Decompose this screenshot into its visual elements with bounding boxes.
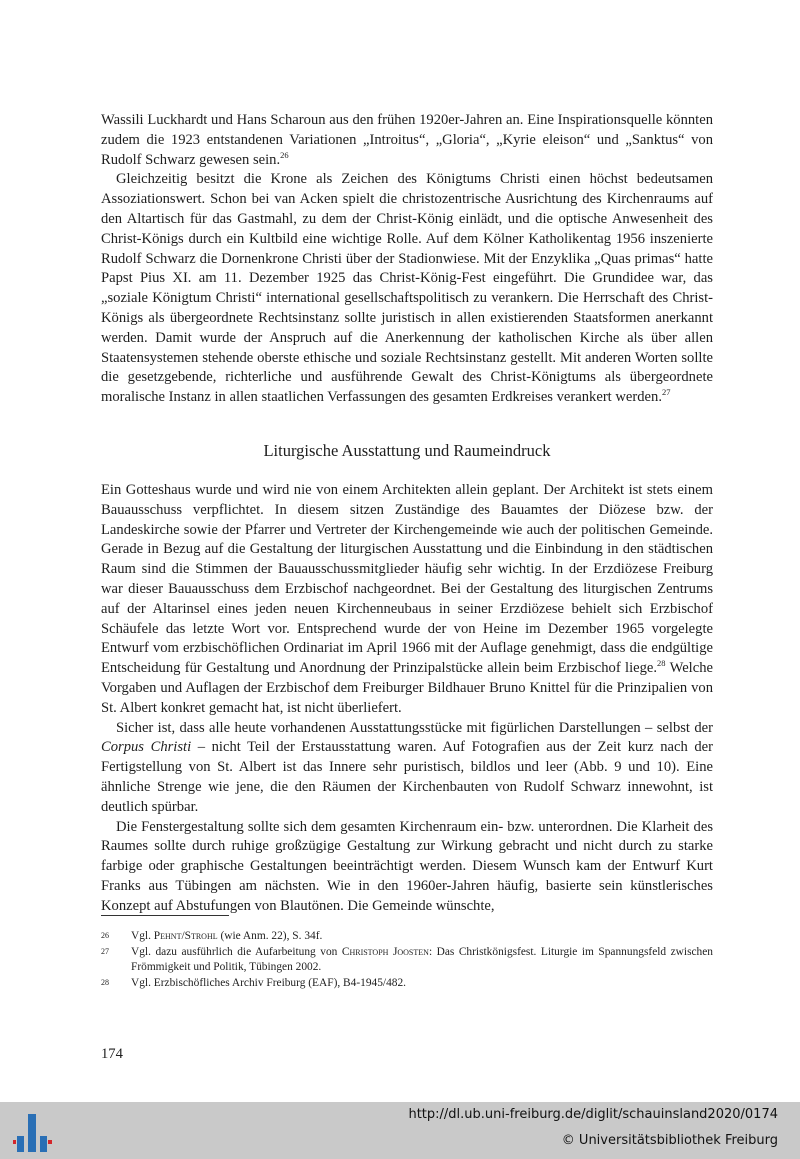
footnote-ref[interactable]: 28: [657, 658, 666, 669]
footnote-number: 26: [101, 931, 109, 940]
page-number: 174: [101, 1046, 123, 1062]
footnote-ref[interactable]: 27: [661, 387, 671, 398]
footnote-number: 28: [101, 977, 109, 987]
library-logo-icon: [13, 1112, 53, 1154]
footnotes: [101, 929, 713, 991]
footnote-number: 27: [101, 946, 109, 956]
body-text-bottom: [101, 481, 713, 917]
paragraph: Gleichzeitig besitzt die Krone als Zeichen des Königtums Christi einen höchst bedeutsamen Assoziationswert. Schon bei van Acken spielt die christozentrische Ausrichtung des Kirchenraums auf den Altartisch für das Gastmahl, zu dem der Christ-König einlädt, und die optische Anwesenheit des Christ-Königs durch ein Kultbild eine wichtige Rolle. Auf dem Kölner Katholikentag 1956 inszenierte Rudolf Schwarz die Dornenkrone Christi über der Stadionwiese. Mit der Enzyklika „Quas primas“ hatte Papst Pius XI. am 11. Dezember 1925 das Christ-König-Fest eingeführt. Die Grundidee war, das „soziale Königtum Christi“ international gesellschaftspolitisch zu verankern. Die Herrschaft des Christ-Königs als übergeordnete Rechtsinstanz sollte juristisch in allen existierenden Staatsformen anerkannt werden. Damit wurde der Anspruch auf die Anerkennung der katholischen Kirche als über allen Staatensystemen stehende oberste ethische und soziale Rechtsinstanz gestellt. Mit anderen Worten sollte die gesetzgebende, richterliche und ausführende Gewalt des Christ-Königtums als übergeordnete moralische Instanz in allen staatlichen Verfassungen des gesamten Erdkreises verankert werden.$^{27}$: [101, 171, 713, 406]
footnote-27: 27 Vgl. dazu ausführlich die Aufarbeitung von Christoph Joosten: Das Christkönigsfest. Liturgie im Spannungsfeld zwischen Frömmigkeit und Politik, Tübingen 2002.: [101, 945, 713, 974]
section-heading: Liturgische Ausstattung und Raumeindruck: [263, 441, 551, 460]
body-text-top: [101, 111, 713, 408]
paragraph: Die Fenstergestaltung sollte sich dem gesamten Kirchenraum ein- bzw. unterordnen. Die Klarheit des Raumes sollte durch ruhige großzügige Gestaltung zur Wirkung gebracht und nicht durch zu starke farbige oder graphische Gestaltungen beeinträchtigt werden. Diesem Wunsch kam der Entwurf Kurt Franks aus Tübingen am nächsten. Wie in den 1960er-Jahren häufig, basierte sein künstlerisches Konzept auf Abstufungen von Blautönen. Die Gemeinde wünschte,: [101, 818, 713, 914]
library-footer: [0, 1102, 800, 1159]
footnote-separator: [101, 915, 229, 916]
paragraph: Wassili Luckhardt und Hans Scharoun aus den frühen 1920er-Jahren an. Eine Inspirationsquelle könnten zudem die 1923 entstandenen Variationen „Introitus“, „Gloria“, „Kyrie eleison“ und „Sanktus“ von Rudolf Schwarz gewesen sein.$^{26}$: [101, 112, 713, 168]
footnote-26: 26 Vgl. Pehnt/Strohl (wie Anm. 22), S. 34f.: [101, 930, 323, 942]
paragraph: Sicher ist, dass alle heute vorhandenen Ausstattungsstücke mit figürlichen Darstellungen – selbst der Corpus Christi – nicht Teil der Erstausstattung waren. Auf Fotografien aus der Zeit kurz nach der Fertigstellung von St. Albert ist das Innere sehr puristisch, bildlos und leer (Abb. 9 und 10). Eine ähnliche Strenge wie jene, die den Räumen der Kirchenbauten von Rudolf Schwarz innewohnt, ist deutlich spürbar.: [101, 719, 714, 815]
italic-term: Corpus Christi: [101, 739, 192, 756]
copyright-notice: © Universitätsbibliothek Freiburg: [561, 1133, 778, 1148]
footnote-28: 28 Vgl. Erzbischöfliches Archiv Freiburg (EAF), B4-1945/482.: [101, 976, 407, 989]
paragraph: Ein Gotteshaus wurde und wird nie von einem Architekten allein geplant. Der Architekt ist stets einem Bauausschuss verpflichtet. In diesem sitzen Zuständige des Bauamtes der Diözese bzw. der Landeskirche sowie der Pfarrer und Vertreter der Kirchengemeinde wie auch der politischen Gemeinde. Gerade in Bezug auf die Gestaltung der liturgischen Ausstattung und die Einbindung in den städtischen Raum sind die Stimmen der Bauausschussmitglieder häufig sehr wichtig. In der Erzdiözese Freiburg war dieser Bauausschuss dem Erzbischof nachgeordnet. Bei der Gestaltung des liturgischen Zentrums auf der Altarinsel eines jeden neuen Kirchenneubaus in seiner Erzdiözese behielt sich Erzbischof Schäufele das letzte Wort vor. Entsprechend wurde der von Heine im Dezember 1965 vorgelegte Entwurf vom erzbischöflichen Ordinariat im April 1966 mit der Auflage genehmigt, dass die endgültige Entscheidung für Gestaltung und Anordnung der Prinzipalstücke allein beim Erzbischof liege.$^{28}$ Welche Vorgaben und Auflagen der Erzbischof dem Freiburger Bildhauer Bruno Knittel für die Prinzipalien von St. Albert konkret gemacht hat, ist nicht überliefert.: [101, 482, 713, 716]
permalink-url[interactable]: http://dl.ub.uni-freiburg.de/diglit/schauinsland2020/0174: [408, 1107, 778, 1122]
footnote-ref[interactable]: 26: [280, 149, 289, 160]
